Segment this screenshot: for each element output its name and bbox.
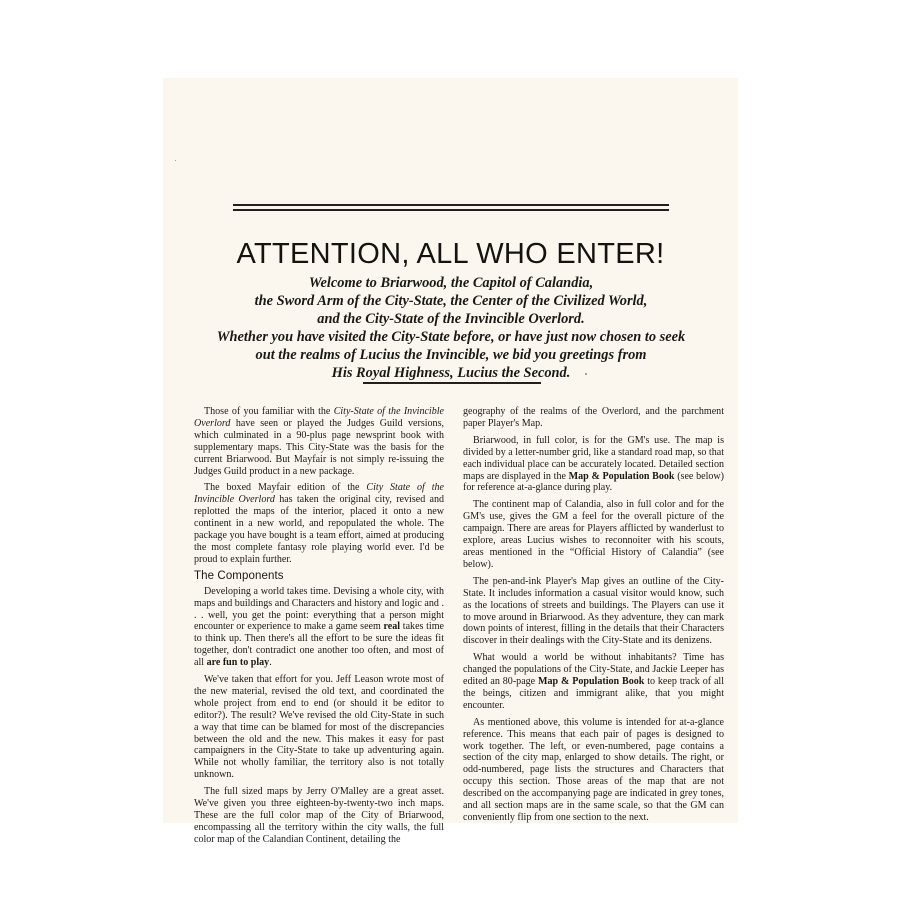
top-rule-lower	[233, 209, 669, 211]
intro-line: Whether you have visited the City-State before, or have just now chosen to seek	[216, 329, 686, 345]
text-run: .	[269, 657, 272, 669]
text-run: Briarwood, in full color, is for the GM's use. The map is divided by a letter-number grid, like a standard road map, so that each individual place can be accurately located. Detailed section maps are displayed in the	[463, 434, 724, 482]
text-run: What would a world be without inhabitants? Time has changed the populations of the City-State, and Jackie Leeper has edited an 80-page	[463, 652, 724, 688]
paragraph: We've taken that effort for you. Jeff Leason wrote most of the new material, revised the old text, and coordinated the whole project from end to end (or should it be editor to editor?). The result? We've revised the old City-State in such a way that time can be blamed for most of the discrepancies between the old and the new. This makes it easy for past campaigners in the City-State to take up adventuring again. While not wholly familiar, the territory also is not totally unknown.	[194, 674, 444, 781]
text-run: have seen or played the Judges Guild versions, which culminated in a 90-plus page newsprint book with supplementary maps. This City-State was the basis for the current Briarwood. But Mayfair is not simply re-issuing the Judges Guild product in a new package.	[194, 417, 444, 477]
text-run: has taken the original city, revised and replotted the maps of the interior, placed it onto a new continent in a new world, and repopulated the whole. The package you have bought is a team effort, aimed at producing the most complete fantasy role playing world ever. I'd be proud to explain further.	[194, 494, 445, 565]
italic-title: City State of the Invincible Overlord	[194, 482, 444, 506]
text-run: Developing a world takes time. Devising a whole city, with maps and buildings and Characters and history and logic and . . . well, you get the point: everything that a person might encounter or experience to make a game seem	[194, 585, 444, 633]
bold-text: Map & Population Book	[538, 676, 645, 688]
paragraph: The pen-and-ink Player's Map gives an outline of the City-State. It includes information a casual visitor would know, such as the locations of streets and buildings. The Players can use it to move around in Briarwood. As they adventure, they can mark down points of interest, filling in the details that their Characters discover in their dealings with the City-State and its denizens.	[463, 575, 724, 647]
right-column	[463, 406, 724, 829]
intro-block	[175, 274, 727, 382]
bold-text: real	[383, 621, 401, 633]
section-heading: The Components	[194, 569, 284, 582]
paragraph: The full sized maps by Jerry O'Malley are a great asset. We've given you three eighteen-by-twenty-two inch maps. These are the full color map of the City of Briarwood, encompassing all the territory within the city walls, the full color map of the Calandian Continent, detailing the	[194, 786, 444, 845]
top-rule-upper	[233, 204, 669, 206]
text-run: to keep track of all the beings, citizen and immigrant alike, that you might encounter.	[463, 676, 724, 711]
text-run: takes time to think up. Then there's all the effort to be sure the ideas fit together, don't contradict one another too often, and most of all	[194, 621, 444, 669]
paragraph	[194, 586, 444, 669]
bold-text: are fun to play	[206, 657, 270, 669]
intro-line: Welcome to Briarwood, the Capitol of Calandia,	[308, 275, 594, 291]
paragraph: The continent map of Calandia, also in full color and for the GM's use, gives the GM a feel for the overall picture of the campaign. There are areas for Players afflicted by wanderlust to explore, areas Lucius wishes to reconnoiter with his scouts, areas mentioned in the “Official History of Calandia” (see below).	[463, 499, 724, 570]
center-divider	[363, 382, 541, 384]
paragraph	[194, 406, 444, 477]
intro-line: out the realms of Lucius the Invincible, we bid you greetings from	[255, 347, 647, 363]
text-run: (see below) for reference at-a-glance during play.	[463, 470, 724, 494]
intro-line: the Sword Arm of the City-State, the Center of the Civilized World,	[254, 293, 648, 309]
bold-text: Map & Population Book	[568, 470, 675, 482]
paragraph	[463, 652, 724, 712]
paragraph	[463, 435, 724, 495]
paragraph: geography of the realms of the Overlord, and the parchment paper Player's Map.	[463, 406, 724, 429]
paragraph: As mentioned above, this volume is intended for at-a-glance reference. This means that each pair of pages is designed to work together. The left, or even-numbered, page contains a section of the city map, enlarged to show details. The right, or odd-numbered, page lists the structures and Characters that occupy this section. Those areas of the map that are not described on the accompanying page are indicated in grey tones, and all section maps are in the same scale, so that the GM can conveniently flip from one section to the next.	[463, 716, 724, 823]
page-title: ATTENTION, ALL WHO ENTER!	[236, 238, 665, 270]
italic-title: City-State of the Invincible Overlord	[194, 406, 444, 429]
intro-line: and the City-State of the Invincible Overlord.	[317, 311, 585, 327]
text-run: The boxed Mayfair edition of the	[204, 482, 367, 494]
print-speck	[175, 160, 176, 161]
paragraph	[194, 482, 444, 565]
print-speck	[585, 373, 587, 375]
left-column	[194, 406, 444, 851]
text-run: Those of you familiar with the	[204, 406, 334, 417]
intro-line: His Royal Highness, Lucius the Second.	[331, 365, 571, 381]
